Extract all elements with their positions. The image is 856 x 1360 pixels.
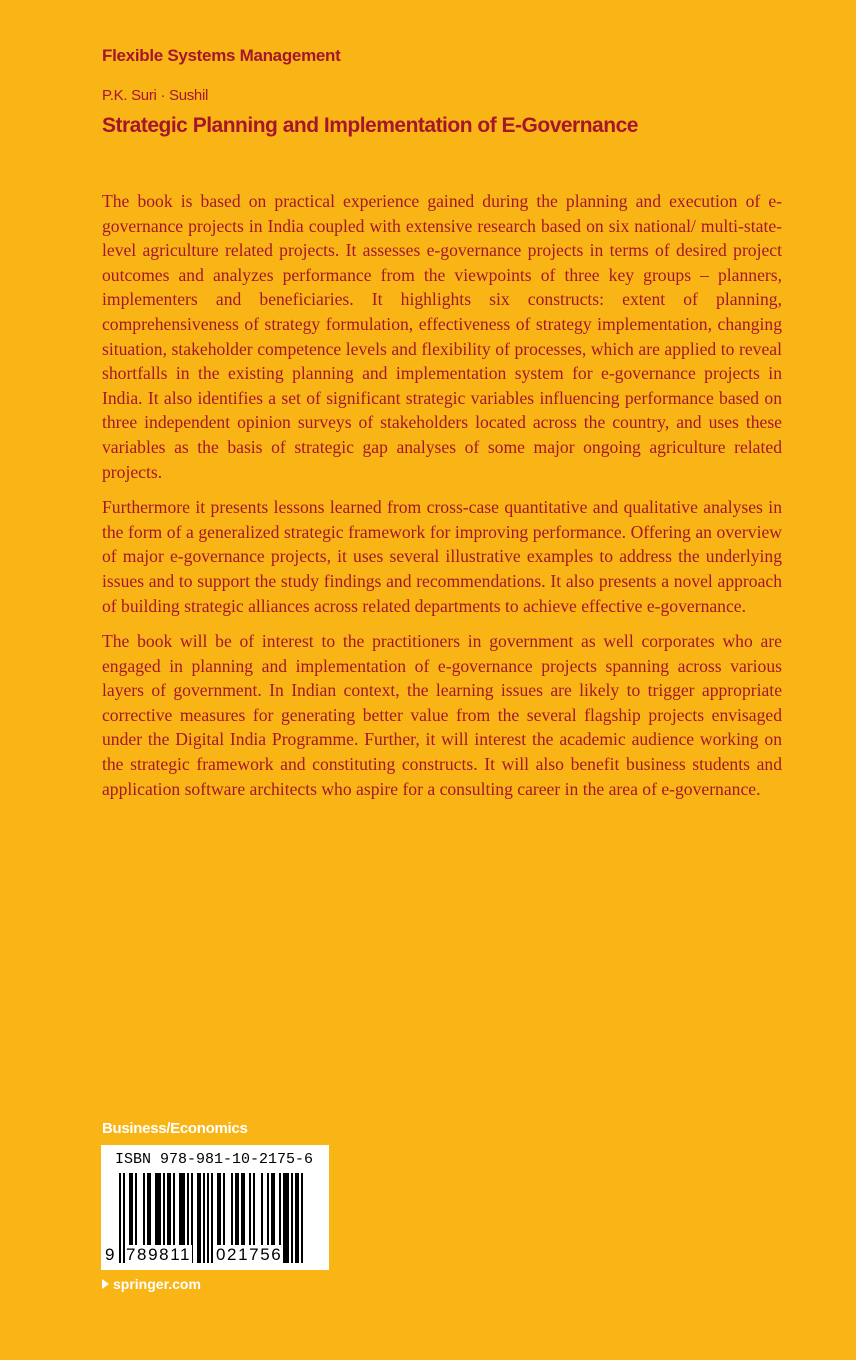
barcode-bar: [291, 1173, 293, 1263]
barcode-bar: [197, 1173, 201, 1263]
website-label: springer.com: [113, 1276, 201, 1292]
barcode-bar: [283, 1173, 289, 1263]
book-title: Strategic Planning and Implementation of E-Governance: [102, 114, 638, 137]
barcode-right-digits: 021756: [216, 1245, 283, 1264]
barcode-first-digit: 9: [105, 1245, 115, 1264]
book-description: [102, 189, 782, 812]
isbn-barcode: [101, 1145, 329, 1270]
subject-category: Business/Economics: [102, 1120, 248, 1137]
publisher-link[interactable]: [102, 1276, 201, 1292]
barcode-bar: [207, 1173, 209, 1263]
barcode-bar: [301, 1173, 303, 1263]
play-arrow-icon: [102, 1279, 109, 1289]
barcode-bar: [203, 1173, 205, 1263]
series-name: Flexible Systems Management: [102, 46, 341, 65]
description-paragraph: The book will be of interest to the practitioners in government as well corporates who are engaged in planning and implementation of e-governance projects spanning across various layers of government. In Indian context, the learning issues are likely to trigger appropriate corrective measures for generating better value from the several flagship projects envisaged under the Digital India Programme. Further, it will interest the academic audience working on the strategic framework and constituting constructs. It will also benefit business students and application software architects who aspire for a consulting career in the area of e-governance.: [102, 631, 782, 799]
barcode-bar: [295, 1173, 299, 1263]
description-paragraph: Furthermore it presents lessons learned from cross-case quantitative and qualitative analyses in the form of a generalized strategic framework for improving performance. Offering an overview of major e-governance projects, it uses several illustrative examples to address the underlying issues and to support the study findings and recommendations. It also presents a novel approach of building strategic alliances across related departments to achieve effective e-governance.: [102, 497, 782, 616]
barcode-bar: [211, 1173, 213, 1263]
isbn-number: ISBN 978-981-10-2175-6: [115, 1151, 314, 1168]
authors: P.K. Suri · Sushil: [102, 87, 209, 104]
description-paragraph: The book is based on practical experience gained during the planning and execution of e-governance projects in India coupled with extensive research based on six national/ multi-state-level agriculture related projects. It assesses e-governance projects in terms of desired project outcomes and analyzes performance from the viewpoints of three key groups – planners, implementers and beneficiaries. It highlights six constructs: extent of planning, comprehensiveness of strategy formulation, effectiveness of strategy implementation, changing situation, stakeholder competence levels and flexibility of processes, which are applied to reveal shortfalls in the existing planning and implementation system for e-governance projects in India. It also identifies a set of significant strategic variables influencing performance based on three independent opinion surveys of stakeholders located across the country, and uses these variables as the basis of strategic gap analyses of some major ongoing agriculture related projects.: [102, 191, 782, 482]
barcode-bar: [119, 1173, 121, 1263]
barcode-left-digits: 789811: [126, 1245, 192, 1264]
